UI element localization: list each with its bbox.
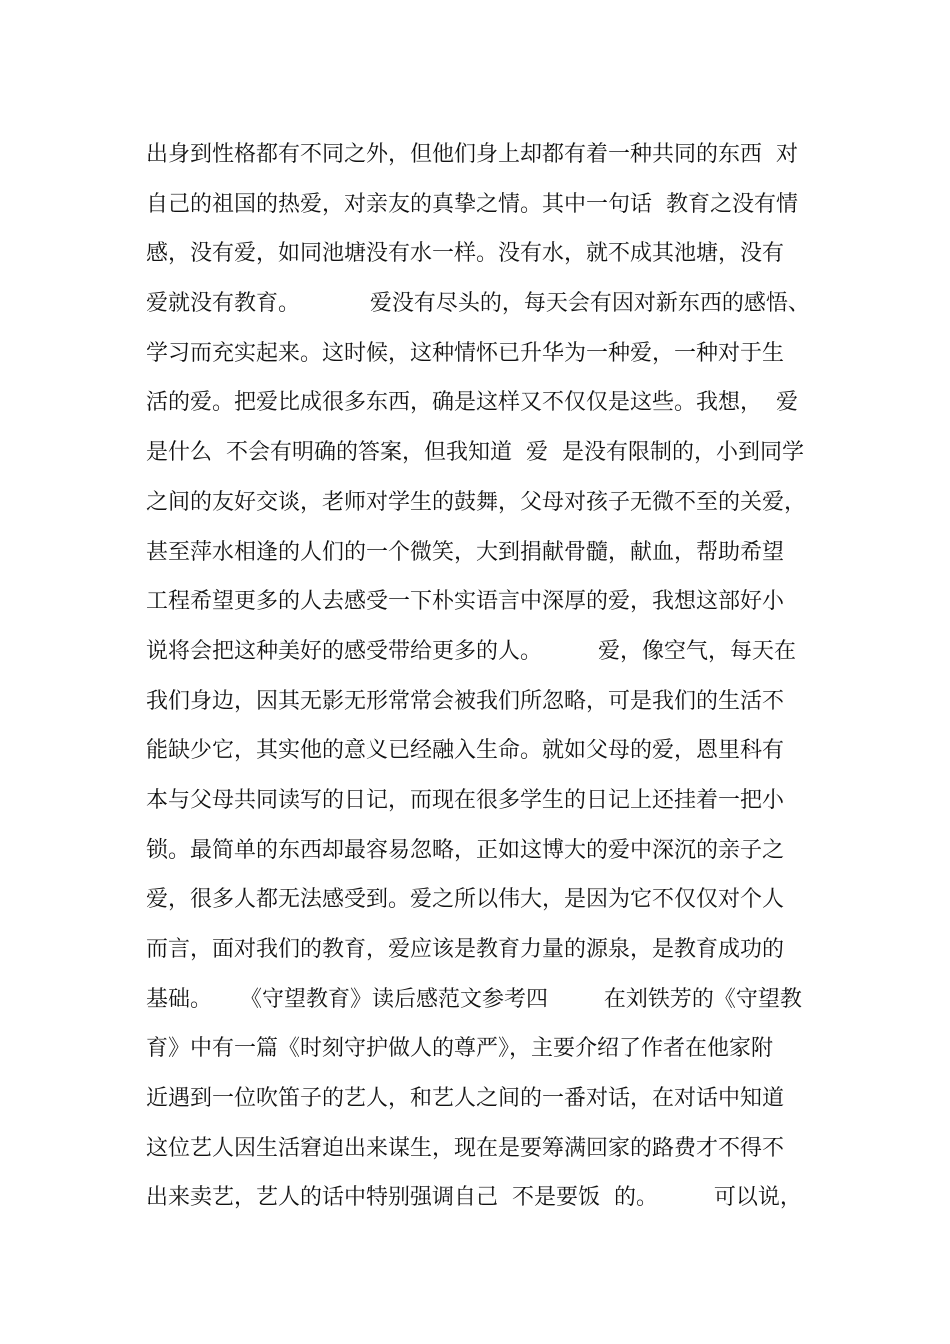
text-line: 本与父母共同读写的日记，而现在很多学生的日记上还挂着一把小 [146, 787, 785, 813]
text-line: 育》中有一篇《时刻守护做人的尊严》，主要介绍了作者在他家附 [146, 1036, 774, 1062]
text-line: 锁。最简单的东西却最容易忽略，正如这博大的爱中深沉的亲子之 [146, 837, 785, 863]
text-line: 近遇到一位吹笛子的艺人，和艺人之间的一番对话，在对话中知道 [146, 1086, 785, 1112]
text-line: 工程希望更多的人去感受一下朴实语言中深厚的爱，我想这部好小 [146, 589, 785, 615]
text-line: 是什么 不会有明确的答案，但我知道 爱 是没有限制的，小到同学 [146, 440, 804, 466]
text-line: 学习而充实起来。这时候，这种情怀已升华为一种爱，一种对于生 [146, 340, 785, 366]
body-text [146, 130, 846, 1223]
text-line: 活的爱。把爱比成很多东西，确是这样又不仅仅是这些。我想， 爱 [146, 390, 798, 416]
text-line: 出身到性格都有不同之外，但他们身上却都有着一种共同的东西 对 [146, 142, 798, 167]
text-line: 而言，面对我们的教育，爱应该是教育力量的源泉，是教育成功的 [146, 937, 785, 962]
text-line: 感，没有爱，如同池塘没有水一样。没有水，就不成其池塘，没有 [146, 241, 785, 267]
text-line: 说将会把这种美好的感受带给更多的人。 爱，像空气，每天在 [146, 638, 796, 664]
text-line: 甚至萍水相逢的人们的一个微笑，大到捐献骨髓，献血，帮助希望 [146, 539, 785, 565]
text-line: 爱，很多人都无法感受到。爱之所以伟大，是因为它不仅仅对个人 [146, 887, 785, 913]
text-line: 爱就没有教育。 爱没有尽头的，每天会有因对新东西的感悟、 [146, 291, 810, 317]
text-line: 之间的友好交谈，老师对学生的鼓舞，父母对孩子无微不至的关爱， [146, 489, 807, 515]
text-line: 自己的祖国的热爱，对亲友的真挚之情。其中一句话 教育之没有情 [146, 191, 798, 217]
text-line: 这位艺人因生活窘迫出来谋生，现在是要筹满回家的路费才不得不 [146, 1135, 785, 1161]
text-line: 能缺少它，其实他的意义已经融入生命。就如父母的爱，恩里科有 [146, 738, 785, 764]
text-line: 我们身边，因其无影无形常常会被我们所忽略，可是我们的生活不 [146, 688, 785, 714]
text-line: 基础。 《守望教育》读后感范文参考四 在刘铁芳的《守望教 [146, 986, 802, 1012]
text-line: 出来卖艺，艺人的话中特别强调自己 不是要饭 的。 可以说， [146, 1185, 802, 1211]
